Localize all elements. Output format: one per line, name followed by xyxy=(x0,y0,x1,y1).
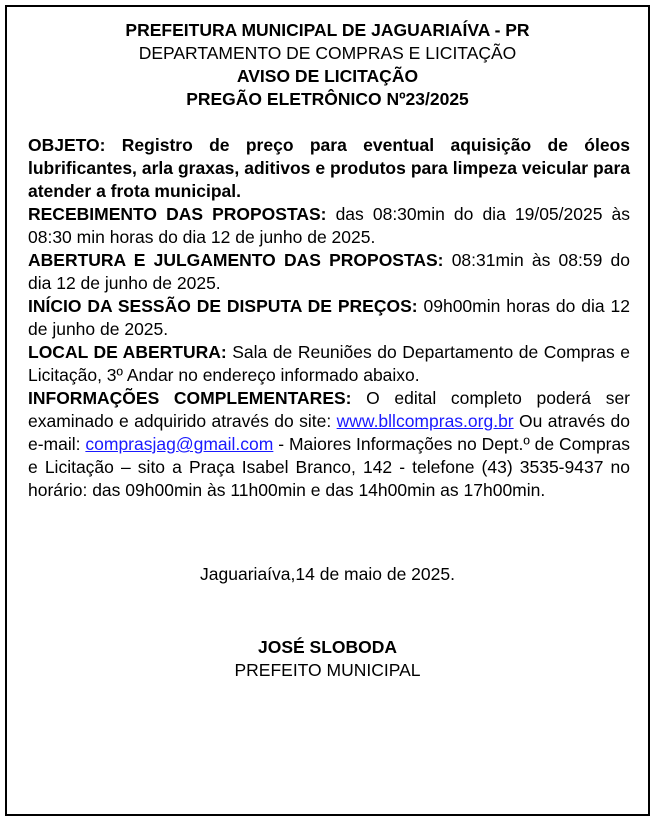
notice-header xyxy=(7,19,648,111)
inicio-paragraph xyxy=(28,295,630,341)
inicio-text: 09h00min horas do dia 12 de junho de 2025. xyxy=(28,296,630,339)
recebimento-label: RECEBIMENTO DAS PROPOSTAS: xyxy=(28,204,327,224)
notice-type: AVISO DE LICITAÇÃO xyxy=(236,66,419,86)
notice-frame xyxy=(5,5,650,816)
informacoes-text-1: O edital completo poderá ser examinado e adquirido através do site: xyxy=(28,388,631,431)
recebimento-text: das 08:30min do dia 19/05/2025 às 08:30 min horas do dia 12 de junho de 2025. xyxy=(28,204,631,247)
notice-body xyxy=(28,134,630,502)
notice-date: Jaguariaíva,14 de maio de 2025. xyxy=(200,564,455,584)
email-link[interactable]: comprasjag@gmail.com xyxy=(85,434,274,454)
objeto-paragraph: OBJETO: Registro de preço para eventual aquisição de óleos lubrificantes, arla graxas, aditivos e produtos para limpeza veicular para atender a frota municipal. xyxy=(28,135,630,201)
abertura-paragraph xyxy=(28,249,630,295)
recebimento-paragraph xyxy=(28,203,630,249)
municipality-title: PREFEITURA MUNICIPAL DE JAGUARIAÍVA - PR xyxy=(125,20,530,40)
abertura-label: ABERTURA E JULGAMENTO DAS PROPOSTAS: xyxy=(28,250,444,270)
informacoes-label: INFORMAÇÕES COMPLEMENTARES: xyxy=(28,388,352,408)
website-link[interactable]: www.bllcompras.org.br xyxy=(336,411,514,431)
informacoes-paragraph xyxy=(28,387,630,502)
department-title: DEPARTAMENTO DE COMPRAS E LICITAÇÃO xyxy=(138,43,517,63)
local-label: LOCAL DE ABERTURA: xyxy=(28,342,227,362)
local-paragraph xyxy=(28,341,630,387)
local-text: Sala de Reuniões do Departamento de Compras e Licitação, 3º Andar no endereço informado abaixo. xyxy=(28,342,630,385)
inicio-label: INÍCIO DA SESSÃO DE DISPUTA DE PREÇOS: xyxy=(28,296,418,316)
abertura-text: 08:31min às 08:59 do dia 12 de junho de 2025. xyxy=(28,250,631,293)
auction-number: PREGÃO ELETRÔNICO Nº23/2025 xyxy=(186,89,469,109)
signatory-title: PREFEITO MUNICIPAL xyxy=(234,660,421,680)
informacoes-text-3: - Maiores Informações no Dept.º de Compras e Licitação – sito a Praça Isabel Branco, 142 - telefone (43) 3535-9437 no horário: das 09h00min às 11h00min e das 14h00min as 17h00min. xyxy=(28,434,630,500)
informacoes-text-2: Ou através do e-mail: xyxy=(28,411,630,454)
signature-block xyxy=(7,636,648,682)
signatory-name: JOSÉ SLOBODA xyxy=(257,637,398,657)
